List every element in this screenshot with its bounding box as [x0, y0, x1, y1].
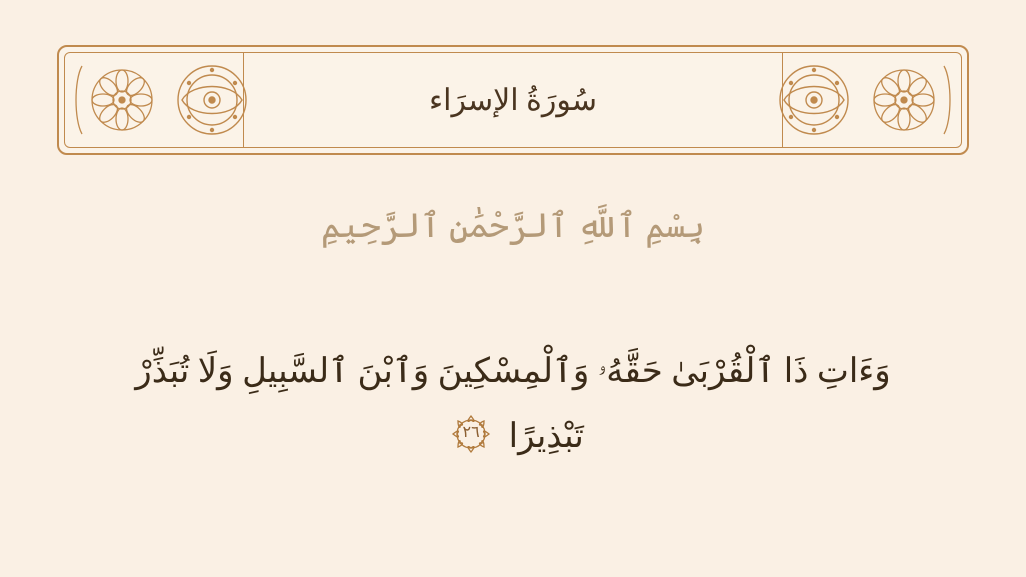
surah-header-banner [57, 45, 969, 155]
basmala-text: بِسْمِ ٱللَّهِ ٱلرَّحْمَٰنِ ٱلرَّحِيمِ [320, 208, 706, 245]
ayah-block [63, 340, 963, 469]
ornament-left [64, 52, 250, 148]
ayah-number: ٢٦ [462, 424, 480, 442]
ornament-right [776, 52, 962, 148]
ayah-end-marker [448, 411, 494, 457]
surah-title-panel [243, 52, 783, 148]
surah-title: سُورَةُ الإسرَاء [429, 83, 597, 117]
ayah-line-1: وَءَاتِ ذَا ٱلْقُرْبَىٰ حَقَّهُۥ وَٱلْمِسْكِينَ وَٱبْنَ ٱلسَّبِيلِ وَلَا تُبَذِّرْ [135, 353, 891, 390]
ayah-line-2-text: تَبْذِيرًا [508, 417, 584, 455]
ayah-line-2 [63, 405, 963, 470]
